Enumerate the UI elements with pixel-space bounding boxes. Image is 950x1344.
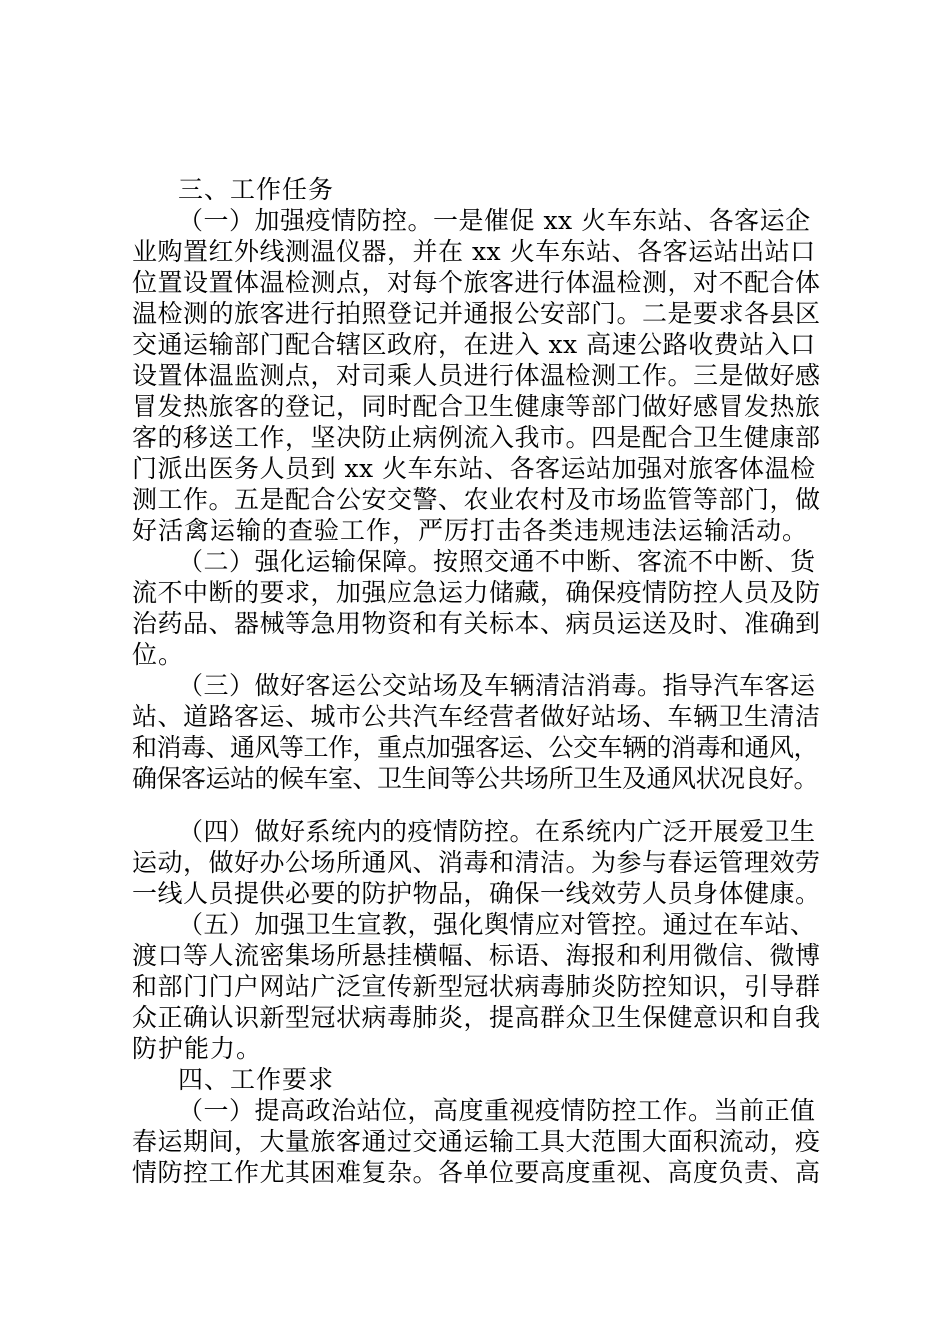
text-line: 好活禽运输的查验工作，严厉打击各类违规违法运输活动。 <box>132 516 809 545</box>
text-line: 门派出医务人员到 xx 火车东站、各客运站加强对旅客体温检 <box>132 454 816 483</box>
text-line: 温检测的旅客进行拍照登记并通报公安部门。二是要求各县区 <box>132 299 821 328</box>
text-line: 客的移送工作，坚决防止病例流入我市。四是配合卫生健康部 <box>132 423 821 452</box>
text-line: （二）强化运输保障。按照交通不中断、客流不中断、货 <box>178 547 816 576</box>
section-heading-requirements: 四、工作要求 <box>178 1065 335 1094</box>
text-line: 渡口等人流密集场所悬挂横幅、标语、海报和利用微信、微博 <box>132 941 821 970</box>
text-line: 春运期间，大量旅客通过交通运输工具大范围大面积流动，疫 <box>132 1127 821 1156</box>
text-line: 交通运输部门配合辖区政府，在进入 xx 高速公路收费站入口 <box>132 330 816 359</box>
text-line: 防护能力。 <box>132 1034 263 1063</box>
text-line: 和部门门户网站广泛宣传新型冠状病毒肺炎防控知识，引导群 <box>132 972 821 1001</box>
text-line: （一）提高政治站位，高度重视疫情防控工作。当前正值 <box>178 1096 816 1125</box>
text-line: 和消毒、通风等工作，重点加强客运、公交车辆的消毒和通风， <box>132 733 819 762</box>
text-line: 测工作。五是配合公安交警、农业农村及市场监管等部门，做 <box>132 485 821 514</box>
text-line: 众正确认识新型冠状病毒肺炎，提高群众卫生保健意识和自我 <box>132 1003 821 1032</box>
text-line: 业购置红外线测温仪器，并在 xx 火车东站、各客运站出站口 <box>132 237 816 266</box>
text-line: 位。 <box>132 640 185 669</box>
text-line: 流不中断的要求，加强应急运力储藏，确保疫情防控人员及防 <box>132 578 821 607</box>
section-heading-tasks: 三、工作任务 <box>178 175 335 204</box>
text-line: 运动，做好办公场所通风、消毒和清洁。为参与春运管理效劳 <box>132 848 821 877</box>
text-line: 治药品、器械等急用物资和有关标本、病员运送及时、准确到 <box>132 609 821 638</box>
text-line: （五）加强卫生宣教，强化舆情应对管控。通过在车站、 <box>178 910 816 939</box>
text-line: （四）做好系统内的疫情防控。在系统内广泛开展爱卫生 <box>178 817 816 846</box>
text-line: （三）做好客运公交站场及车辆清洁消毒。指导汽车客运 <box>178 671 816 700</box>
text-line: 设置体温监测点，对司乘人员进行体温检测工作。三是做好感 <box>132 361 821 390</box>
text-line: 情防控工作尤其困难复杂。各单位要高度重视、高度负责、高 <box>132 1158 821 1187</box>
text-line: 确保客运站的候车室、卫生间等公共场所卫生及通风状况良好。 <box>132 764 819 793</box>
text-line: 位置设置体温检测点，对每个旅客进行体温检测，对不配合体 <box>132 268 821 297</box>
text-line: （一）加强疫情防控。一是催促 xx 火车东站、各客运企 <box>178 206 811 235</box>
text-line: 一线人员提供必要的防护物品，确保一线效劳人员身体健康。 <box>132 879 821 908</box>
text-line: 站、道路客运、城市公共汽车经营者做好站场、车辆卫生清洁 <box>132 702 821 731</box>
text-line: 冒发热旅客的登记，同时配合卫生健康等部门做好感冒发热旅 <box>132 392 821 421</box>
